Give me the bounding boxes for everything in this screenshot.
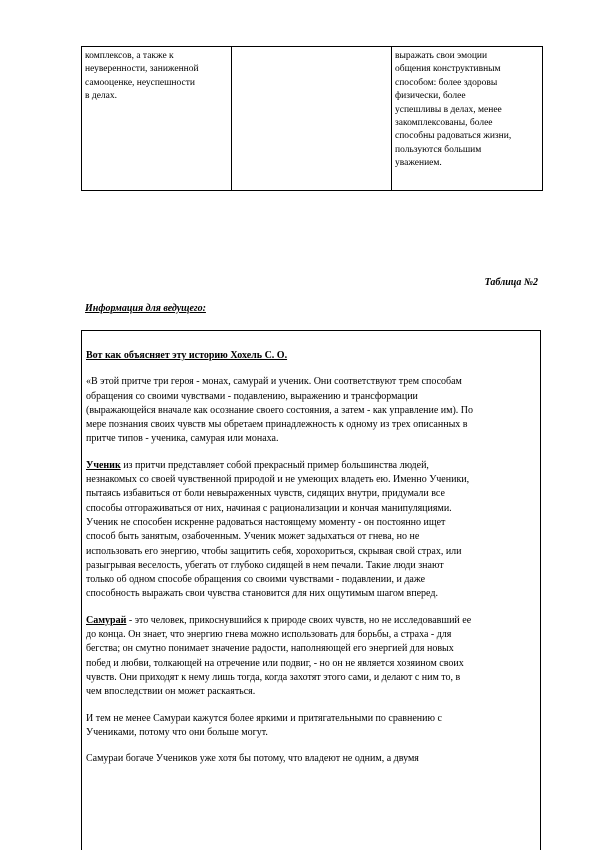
text-line: И тем не менее Самураи кажутся более яркими и притягательными по сравнению с — [86, 712, 442, 724]
text-line: (выражающейся вначале как осознание своего состояния, а затем - как управление им). По — [86, 404, 474, 416]
table-cell-line: в делах. — [85, 91, 117, 102]
table-cell-line: общения конструктивным — [395, 64, 501, 75]
text-line: мере познания своих чувств мы обретаем принадлежность к одному из трех описанных в — [86, 419, 468, 431]
box-intro: Вот как объясняет эту историю Хохель С. О. — [86, 350, 288, 361]
continuation-table — [81, 46, 543, 191]
term-samurai: Самурай — [86, 614, 127, 626]
table-cell-line: выражать свои эмоции — [395, 51, 488, 61]
table-cell-col1 — [82, 47, 232, 190]
term-student: Ученик — [86, 459, 121, 471]
text-line: бегства; он смутно понимает значение радости, наполняющей его энергией для новых — [86, 643, 454, 655]
text-line: разыгрывая веселость, убегать от глубоко сидящей в нем печали. Такие люди знают — [86, 559, 444, 571]
text-line: побед и любви, толкающей на отречение или подвиг, - но он не является хозяином своих — [86, 657, 464, 669]
paragraph-samurai-richer — [86, 752, 540, 766]
table-cell-line: закомплексованы, более — [395, 118, 493, 129]
table-cell-col2 — [232, 47, 392, 190]
text-line: обращения со своими чувствами - подавлению, выражению и трансформации — [86, 390, 418, 402]
table-caption: Таблица №2 — [484, 277, 538, 288]
text-line: способ быть занятым, озабоченным. Ученик может задыхаться от гнева, но не — [86, 531, 420, 543]
text-line: способы отгораживаться от них, начиная с рационализации и кончая манипуляциями. — [86, 502, 452, 514]
table-cell-line: физически, более — [395, 91, 466, 102]
table-cell-col3 — [392, 47, 542, 190]
text-line — [86, 614, 540, 628]
table-cell-line: успешливы в делах, менее — [395, 104, 502, 115]
table-cell-line: пользуются большим — [395, 144, 482, 155]
text-line: пытаясь избавиться от боли невыраженных чувств, сидящих внутри, придумали все — [86, 488, 445, 500]
text-fragment: из притчи представляет собой прекрасный пример большинства людей, — [120, 459, 429, 471]
text-line: до конца. Он знает, что энергию гнева можно использовать для борьбы, а страха - для — [86, 629, 452, 641]
text-line: притче типов - ученика, самурая или монаха. — [86, 433, 279, 445]
table-cell-line: самооценке, неуспешности — [85, 77, 195, 88]
text-line: использовать его энергию, чтобы защитить себя, хорохориться, скрывая свой страх, или — [86, 545, 462, 557]
table-cell-line: комплексов, а также к — [85, 51, 174, 61]
text-line: незнакомых со своей чувственной природой и не умеющих владеть ею. Именно Ученики, — [86, 474, 470, 486]
paragraph-heroes — [86, 375, 540, 446]
table-cell-line: неуверенности, заниженной — [85, 64, 199, 75]
paragraph-student — [86, 459, 540, 602]
table-cell-line: способны радоваться жизни, — [395, 131, 512, 142]
text-line: только об одном способе обращения со своими чувствами - подавлении, и даже — [86, 574, 426, 586]
text-fragment: - это человек, прикоснувшийся к природе своих чувств, но не исследовавший ее — [126, 614, 472, 626]
text-line: способность выражать свои чувства становится для них ощутимым шагом вперед. — [86, 588, 438, 600]
text-line: Самураи богаче Учеников уже хотя бы потому, что владеют не одним, а двумя — [86, 753, 419, 765]
text-line: «В этой притче три героя - монах, самурай и ученик. Они соответствуют трем способам — [86, 376, 462, 388]
text-line: чувств. Они приходят к нему лишь тогда, когда захотят этого сами, и делают с ним то, в — [86, 671, 461, 683]
table-cell-line: уважением. — [395, 158, 442, 169]
section-heading: Информация для ведущего: — [85, 303, 206, 314]
text-line: Учениками, потому что они больше могут. — [86, 726, 268, 738]
info-box — [81, 330, 541, 850]
paragraph-samurai-appeal — [86, 712, 540, 741]
paragraph-samurai — [86, 614, 540, 700]
text-line: чем впоследствии он может раскаяться. — [86, 686, 256, 698]
text-line: Ученик не способен искренне радоваться настоящему моменту - он постоянно ищет — [86, 516, 446, 528]
text-line — [86, 459, 540, 473]
table-cell-line: способом: более здоровы — [395, 77, 498, 88]
